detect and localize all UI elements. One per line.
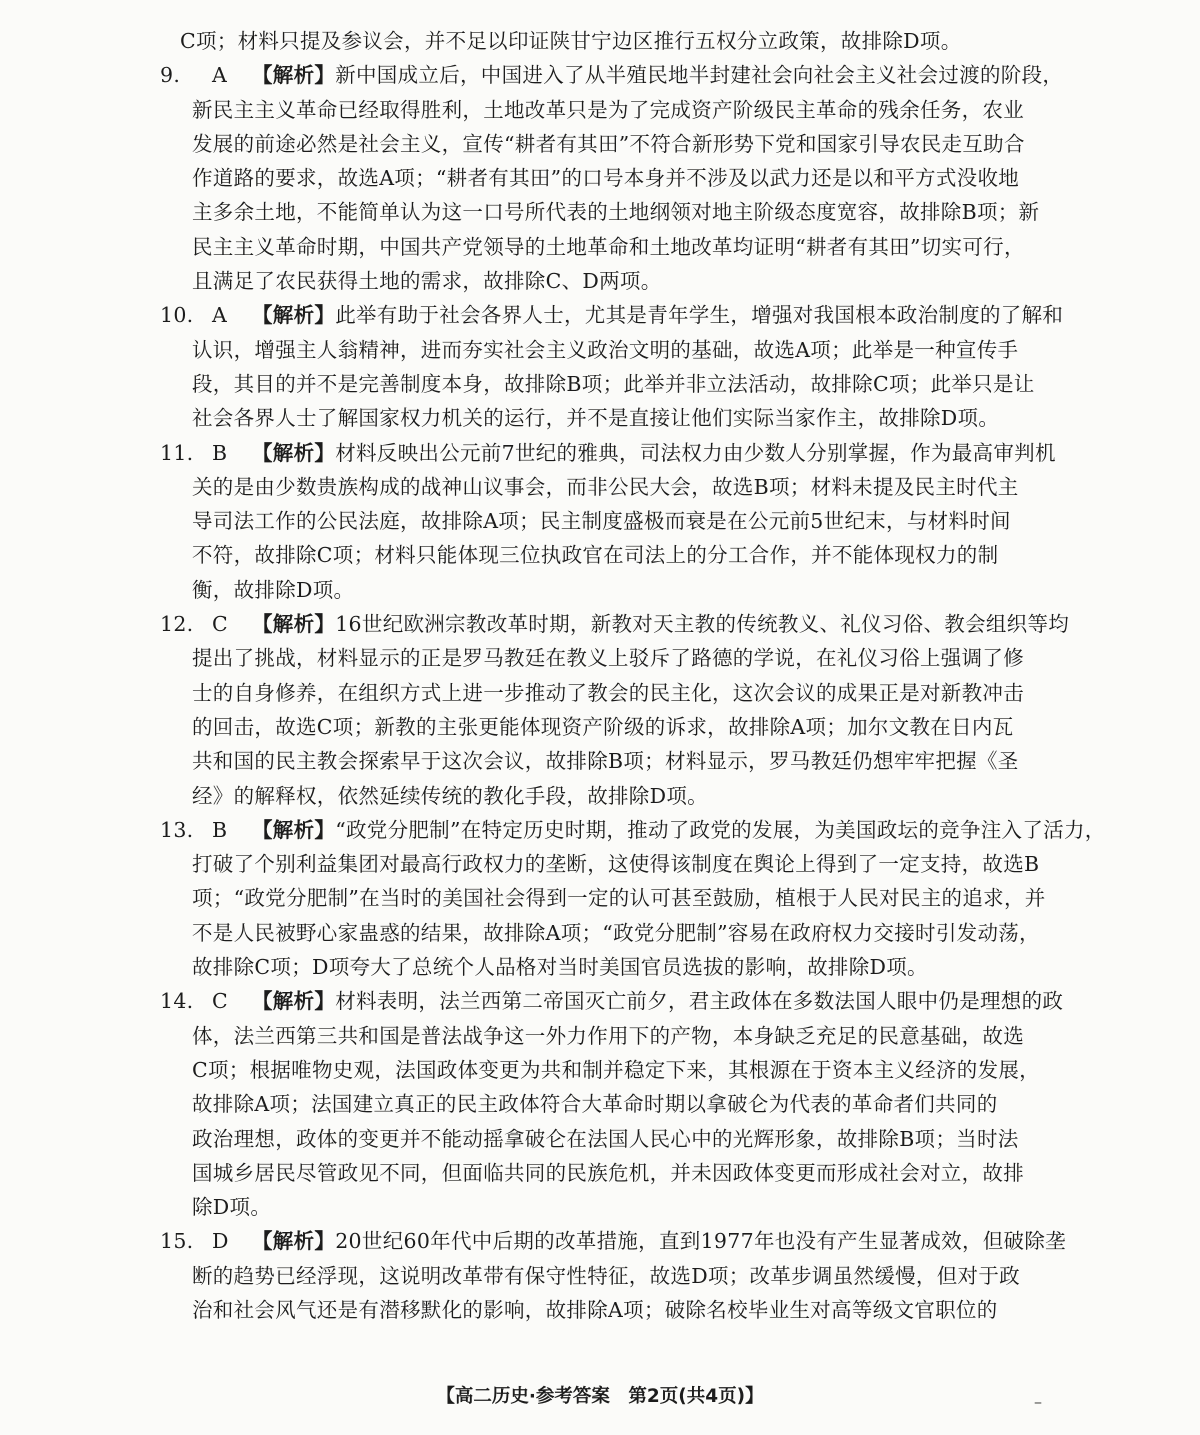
- analysis-line: C项；根据唯物史观，法国政体变更为共和制并稳定下来，其根源在于资本主义经济的发展，: [192, 1057, 1040, 1082]
- analysis-line: 民主主义革命时期，中国共产党领导的土地革命和土地改革均证明“耕者有其田”切实可行，: [192, 234, 1025, 259]
- answer-item: [160, 813, 1106, 984]
- answer-item: [160, 984, 1064, 1224]
- analysis-line: 治和社会风气还是有潜移默化的影响，故排除A项；破除名校毕业生对高等级文官职位的: [192, 1297, 998, 1322]
- analysis-line: 共和国的民主教会探索早于这次会议，故排除B项；材料显示，罗马教廷仍想牢牢把握《圣: [192, 749, 1019, 774]
- analysis-text: 新中国成立后，中国进入了从半殖民地半封建社会向社会主义社会过渡的阶段，: [335, 63, 1064, 88]
- analysis-line: 衡，故排除D项。: [192, 577, 355, 602]
- answer-first-line: [160, 436, 1056, 470]
- analysis-line: 士的自身修养，在组织方式上进一步推动了教会的民主化，这次会议的成果正是对新教冲击: [192, 680, 1024, 705]
- analysis-tag: 【解析】: [252, 440, 336, 465]
- answer-item: [160, 607, 1070, 813]
- answer-item: [160, 298, 1064, 435]
- analysis-line: 不符，故排除C项；材料只能体现三位执政官在司法上的分工合作，并不能体现权力的制: [192, 543, 999, 568]
- analysis-tag: 【解析】: [252, 63, 336, 88]
- answer-first-line: [160, 298, 1064, 332]
- analysis-tag: 【解析】: [252, 612, 336, 637]
- analysis-line: 除D项。: [192, 1195, 272, 1220]
- analysis-line: 项；“政党分肥制”在当时的美国社会得到一定的认可甚至鼓励，植根于人民对民主的追求，并: [192, 886, 1046, 911]
- analysis-line: 导司法工作的公民法庭，故排除A项；民主制度盛极而衰是在公元前5世纪末，与材料时间: [192, 509, 1011, 534]
- question-number: 14.: [160, 989, 194, 1014]
- analysis-line: 不是人民被野心家蛊惑的结果，故排除A项；“政党分肥制”容易在政府权力交接时引发动荡，: [192, 920, 1040, 945]
- analysis-line: 认识，增强主人翁精神，进而夯实社会主义政治文明的基础，故选A项；此举是一种宣传手: [192, 337, 1019, 362]
- analysis-line: 故排除C项；D项夸大了总统个人品格对当时美国官员选拔的影响，故排除D项。: [192, 955, 928, 980]
- analysis-tag: 【解析】: [252, 1229, 336, 1254]
- analysis-text: 此举有助于社会各界人士，尤其是青年学生，增强对我国根本政治制度的了解和: [335, 303, 1064, 328]
- analysis-line: 经》的解释权，依然延续传统的教化手段，故排除D项。: [192, 783, 708, 808]
- answer-item: [160, 58, 1064, 298]
- answer-first-line: [160, 813, 1106, 847]
- analysis-text: 16世纪欧洲宗教改革时期，新教对天主教的传统教义、礼仪习俗、教会组织等均: [335, 612, 1070, 637]
- analysis-line: 打破了个别利益集团对最高行政权力的垄断，这使得该制度在舆论上得到了一定支持，故选B: [192, 852, 1040, 877]
- intro-line: C项；材料只提及参议会，并不足以印证陕甘宁边区推行五权分立政策，故排除D项。: [180, 29, 962, 53]
- analysis-line: 关的是由少数贵族构成的战神山议事会，而非公民大会，故选B项；材料未提及民主时代主: [192, 474, 1019, 499]
- answer-letter: C: [212, 989, 228, 1014]
- analysis-line: 体，法兰西第三共和国是普法战争这一外力作用下的产物，本身缺乏充足的民意基础，故选: [192, 1023, 1024, 1048]
- question-number: 15.: [160, 1229, 194, 1254]
- page-footer: 【高二历史·参考答案 第2页(共4页)】: [436, 1386, 764, 1407]
- analysis-tag: 【解析】: [252, 303, 336, 328]
- answer-letter: A: [212, 303, 228, 328]
- analysis-line: 故排除A项；法国建立真正的民主政体符合大革命时期以拿破仑为代表的革命者们共同的: [192, 1092, 998, 1117]
- analysis-line: 主多余土地，不能简单认为这一口号所代表的土地纲领对地主阶级态度宽容，故排除B项；新: [192, 200, 1040, 225]
- answer-letter: B: [212, 440, 228, 465]
- analysis-line: 社会各界人士了解国家权力机关的运行，并不是直接让他们实际当家作主，故排除D项。: [192, 406, 1000, 431]
- answer-first-line: [160, 58, 1064, 92]
- answer-item: [160, 1224, 1066, 1327]
- question-number: 11.: [160, 440, 194, 465]
- analysis-continuation: [160, 641, 1050, 812]
- analysis-line: 发展的前途必然是社会主义，宣传“耕者有其田”不符合新形势下党和国家引导农民走互助合: [192, 131, 1025, 156]
- analysis-line: 的回击，故选C项；新教的主张更能体现资产阶级的诉求，故排除A项；加尔文教在日内瓦: [192, 714, 1014, 739]
- analysis-line: 新民主主义革命已经取得胜利，土地改革只是为了完成资产阶级民主革命的残余任务，农业: [192, 97, 1024, 122]
- footer-mark: –: [1034, 1392, 1042, 1411]
- answer-letter: D: [212, 1229, 229, 1254]
- answer-letter: A: [212, 63, 228, 88]
- analysis-text: “政党分肥制”在特定历史时期，推动了政党的发展，为美国政坛的竞争注入了活力，: [335, 817, 1106, 842]
- question-number: 12.: [160, 612, 194, 637]
- answer-item: [160, 436, 1056, 607]
- analysis-line: 提出了挑战，材料显示的正是罗马教廷在教义上驳斥了路德的学说，在礼仪习俗上强调了修: [192, 646, 1024, 671]
- analysis-line: 政治理想，政体的变更并不能动摇拿破仑在法国人民心中的光辉形象，故排除B项；当时法: [192, 1126, 1019, 1151]
- answer-letter: C: [212, 612, 228, 637]
- analysis-tag: 【解析】: [252, 989, 336, 1014]
- analysis-continuation: [160, 1259, 1050, 1328]
- question-number: 10.: [160, 303, 194, 328]
- analysis-continuation: [160, 847, 1050, 984]
- answer-first-line: [160, 984, 1064, 1018]
- answer-first-line: [160, 607, 1070, 641]
- analysis-continuation: [160, 93, 1050, 299]
- analysis-line: 断的趋势已经浮现，这说明改革带有保守性特征，故选D项；改革步调虽然缓慢，但对于政: [192, 1263, 1020, 1288]
- analysis-text: 材料反映出公元前7世纪的雅典，司法权力由少数人分别掌握，作为最高审判机: [335, 440, 1056, 465]
- analysis-text: 20世纪60年代中后期的改革措施，直到1977年也没有产生显著成效，但破除垄: [335, 1229, 1066, 1254]
- analysis-tag: 【解析】: [252, 817, 336, 842]
- analysis-line: 且满足了农民获得土地的需求，故排除C、D两项。: [192, 269, 662, 294]
- answer-letter: B: [212, 817, 228, 842]
- analysis-continuation: [160, 333, 1050, 436]
- analysis-line: 国城乡居民尽管政见不同，但面临共同的民族危机，并未因政体变更而形成社会对立，故排: [192, 1160, 1024, 1185]
- analysis-line: 作道路的要求，故选A项；“耕者有其田”的口号本身并不涉及以武力还是以和平方式没收地: [192, 166, 1020, 191]
- answer-first-line: [160, 1224, 1066, 1258]
- analysis-text: 材料表明，法兰西第二帝国灭亡前夕，君主政体在多数法国人眼中仍是理想的政: [335, 989, 1064, 1014]
- analysis-continuation: [160, 1019, 1050, 1225]
- question-number: 9.: [160, 63, 181, 88]
- question-number: 13.: [160, 817, 194, 842]
- analysis-continuation: [160, 470, 1050, 607]
- analysis-line: 段，其目的并不是完善制度本身，故排除B项；此举并非立法活动，故排除C项；此举只是让: [192, 371, 1035, 396]
- answer-items: [160, 58, 1106, 1327]
